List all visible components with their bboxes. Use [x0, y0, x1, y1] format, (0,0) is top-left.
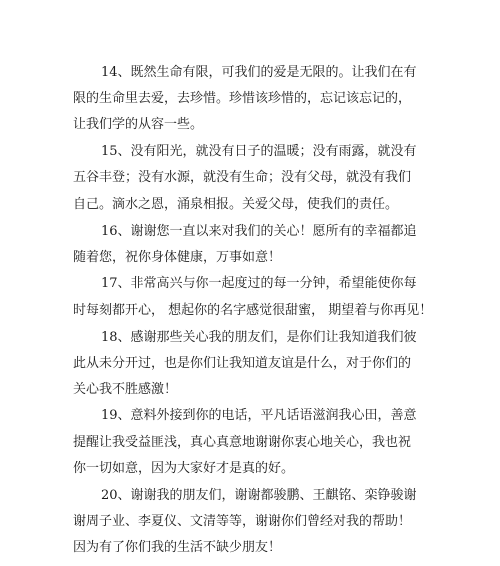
text-line-14-3: 让我们学的从容一些。: [73, 117, 204, 132]
text-line-19-1: 19、意料外接到你的电话，平凡话语滋润我心田，善意: [101, 408, 417, 423]
text-line-15-1: 15、没有阳光，就没有日子的温暖；没有雨露，就没有: [101, 144, 417, 159]
text-line-20-2: 谢周子业、李夏仪、文清等等，谢谢你们曾经对我的帮助！: [73, 514, 412, 529]
text-line-20-1: 20、谢谢我的朋友们，谢谢都骏鹏、王麒铭、栾铮骏谢: [101, 488, 417, 503]
text-line-19-2: 提醒让我受益匪浅，真心真意地谢谢你衷心地关心，我也祝: [73, 435, 412, 450]
text-line-14-1: 14、既然生命有限，可我们的爱是无限的。让我们在有: [101, 65, 417, 80]
text-line-15-3: 自己。滴水之恩，涌泉相报。关爱父母，使我们的责任。: [73, 197, 399, 212]
text-line-18-2: 此从未分开过，也是你们让我知道友谊是什么，对于你们的: [73, 356, 412, 371]
text-line-18-3: 关心我不胜感激！: [73, 382, 178, 397]
text-line-16-1: 16、谢谢您一直以来对我们的关心！愿所有的幸福都追: [101, 224, 417, 239]
text-line-17-1: 17、非常高兴与你一起度过的每一分钟，希望能使你每: [101, 276, 417, 291]
text-line-20-3: 因为有了你们我的生活不缺少朋友！: [73, 540, 282, 555]
text-line-19-3: 你一切如意，因为大家好才是真的好。: [73, 461, 295, 476]
text-line-17-2: 时每刻都开心， 想起你的名字感觉很甜蜜， 期望着与你再见！: [73, 303, 433, 318]
text-line-18-1: 18、感谢那些关心我的朋友们，是你们让我知道我们彼: [101, 330, 417, 345]
text-line-16-2: 随着您，祝你身体健康，万事如意！: [73, 250, 282, 265]
text-line-14-2: 限的生命里去爱，去珍惜。珍惜该珍惜的，忘记该忘记的，: [73, 91, 412, 106]
text-line-15-2: 五谷丰登；没有水源，就没有生命；没有父母，就没有我们: [73, 170, 412, 185]
